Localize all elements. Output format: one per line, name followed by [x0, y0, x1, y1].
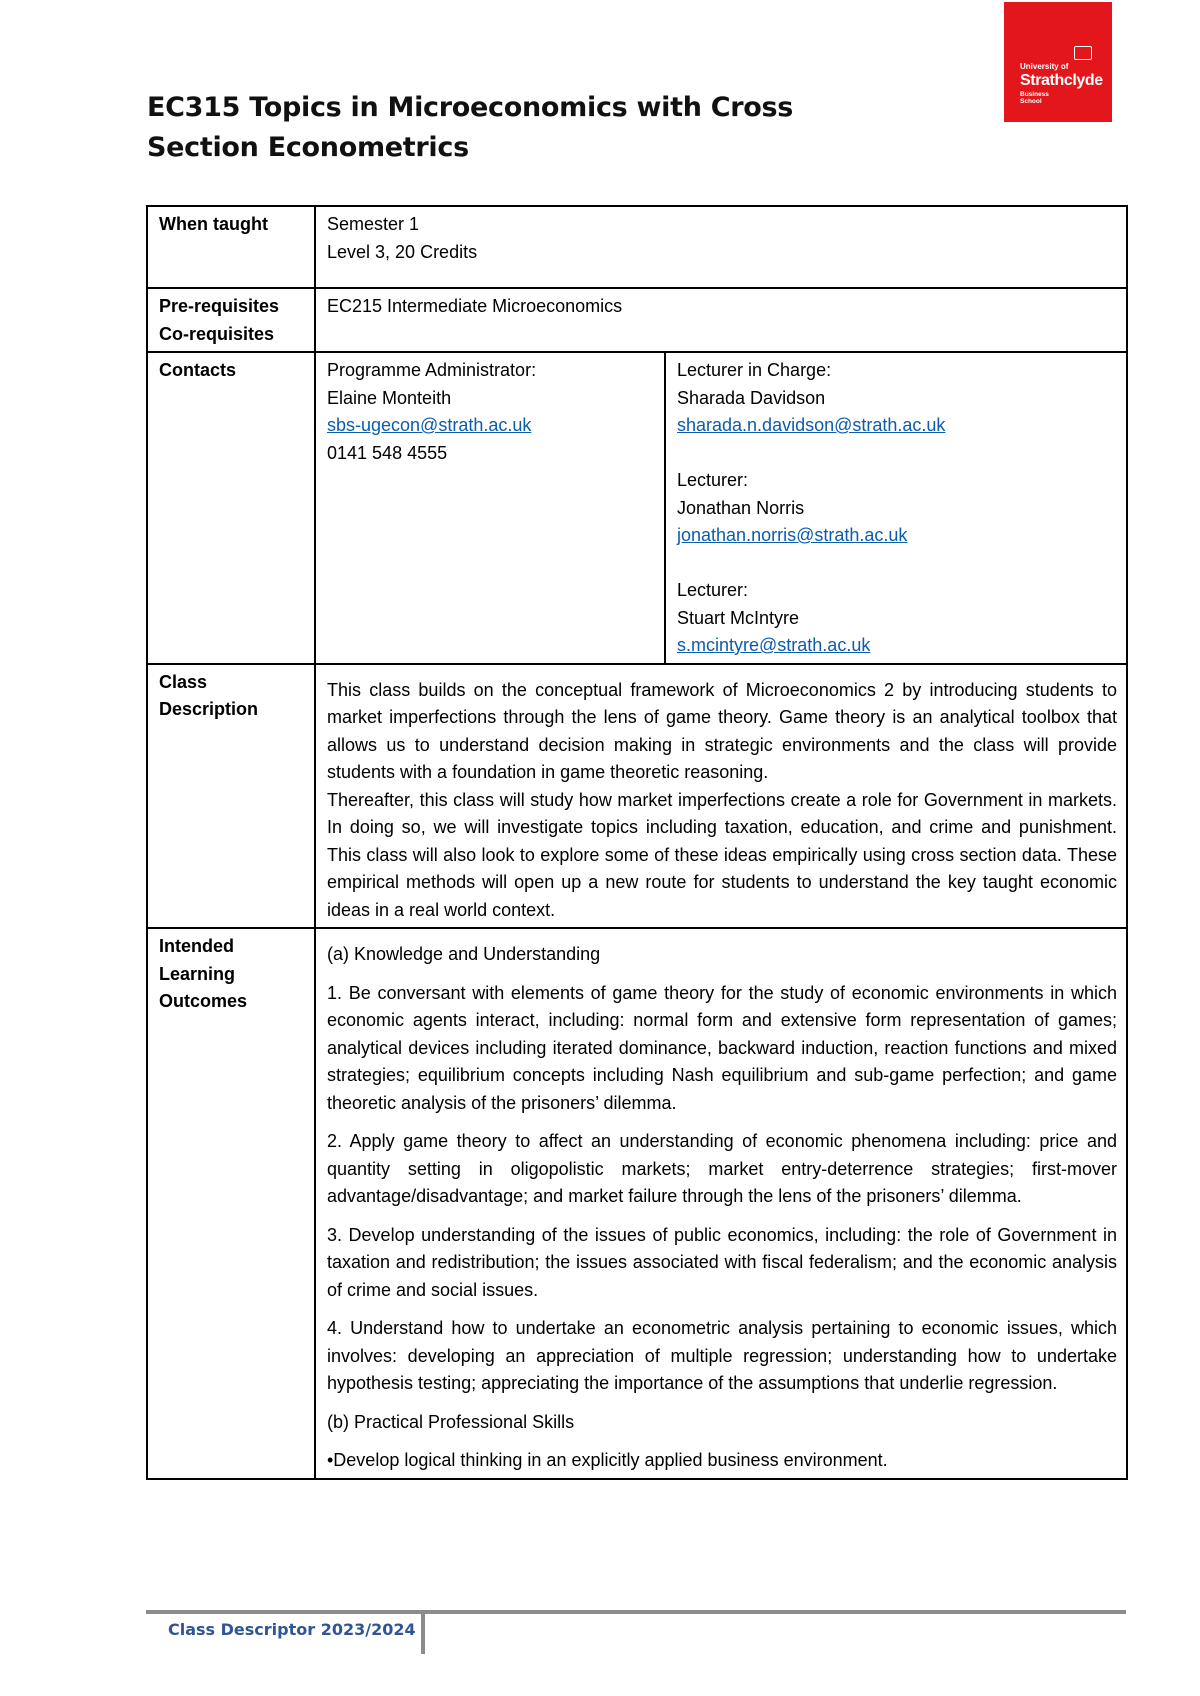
level-credits: Level 3, 20 Credits	[327, 241, 478, 262]
description-paragraph: This class builds on the conceptual framework of Microeconomics 2 by introducing students to market imperfections through the lens of game theory. Game theory is an analytical toolbox that allows us to understand decision making in strategic environments and the class will provide students with a foundation in game theoretic reasoning.	[327, 679, 1117, 782]
semester: Semester 1	[327, 214, 420, 234]
label-requisites	[147, 288, 315, 352]
value-requisites: EC215 Intermediate Microeconomics	[315, 288, 1127, 352]
outcome-item: 2. Apply game theory to affect an understanding of economic phenomena including: price and quantity setting in oligopolistic markets; market entry-deterrence strategies; first-mover advantage/disadvantage; and market failure through the lens of the prisoners’ dilemma.	[327, 1131, 1117, 1206]
section-heading-skills: (b) Practical Professional Skills	[327, 1411, 575, 1432]
lecturer-name: Stuart McIntyre	[677, 607, 800, 628]
outcome-item: 1. Be conversant with elements of game theory for the study of economic environments in which economic agents interact, including: normal form and extensive form representation of games; analytical devices including iterated dominance, backward induction, reaction functions and mixed strategies; equilibrium concepts including Nash equilibrium and sub-game perfection; and game theoretic analysis of the prisoners’ dilemma.	[327, 982, 1117, 1113]
outcome-item: 4. Understand how to undertake an econometric analysis pertaining to economic issues, which involves: developing an appreciation of multiple regression; understanding how to undertake hypothesis testing; appreciating the importance of the assumptions that underlie regression.	[327, 1318, 1117, 1393]
label-outcomes: Outcomes	[159, 991, 248, 1011]
admin-name: Elaine Monteith	[327, 387, 452, 408]
row-when-taught	[147, 206, 1127, 288]
skill-bullet: •Develop logical thinking in an explicitly applied business environment.	[327, 1450, 888, 1470]
row-learning-outcomes	[147, 928, 1127, 1479]
label-description: Description	[159, 699, 259, 719]
row-requisites	[147, 288, 1127, 352]
label-when-taught: When taught	[147, 206, 315, 288]
lecturer-role: Lecturer:	[677, 580, 749, 600]
logo-line-1: University of	[1020, 62, 1069, 71]
admin-contact	[315, 352, 665, 664]
label-class-description	[147, 664, 315, 929]
admin-phone: 0141 548 4555	[327, 442, 448, 463]
logo-line-2: Strathclyde	[1020, 72, 1103, 89]
lecturer-name: Jonathan Norris	[677, 497, 805, 518]
footer-text: Class Descriptor 2023/2024	[168, 1620, 416, 1639]
label-co-requisites: Co-requisites	[159, 323, 275, 344]
logo-line-3: Business School	[1020, 91, 1049, 105]
lecturer-email-link[interactable]: jonathan.norris@strath.ac.uk	[677, 525, 908, 545]
value-learning-outcomes	[315, 928, 1127, 1479]
strathclyde-logo	[1004, 2, 1112, 122]
outcome-item: 3. Develop understanding of the issues of public economics, including: the role of Government in taxation and redistribution; the issues associated with fiscal federalism; and the economic analysis of crime and social issues.	[327, 1224, 1117, 1300]
admin-role: Programme Administrator:	[327, 360, 537, 380]
lecturer-role: Lecturer in Charge:	[677, 360, 832, 380]
section-heading-knowledge: (a) Knowledge and Understanding	[327, 944, 601, 964]
lecturer-email-link[interactable]: s.mcintyre@strath.ac.uk	[677, 635, 871, 655]
class-descriptor-table	[146, 205, 1128, 1480]
lecturer-email-link[interactable]: sharada.n.davidson@strath.ac.uk	[677, 415, 946, 435]
lecturer-role: Lecturer:	[677, 470, 749, 490]
university-crest-icon	[1074, 46, 1092, 60]
label-learning-outcomes	[147, 928, 315, 1479]
row-contacts	[147, 352, 1127, 664]
label-class: Class	[159, 671, 208, 692]
lecturer-contacts	[665, 352, 1127, 664]
label-learning: Learning	[159, 963, 236, 984]
description-paragraph: Thereafter, this class will study how market imperfections create a role for Government in markets. In doing so, we will investigate topics including taxation, education, and crime and punishment. This class will also look to explore some of these ideas empirically using cross section data. These empirical methods will open up a new route for students to understand the key taught economic ideas in a real world context.	[327, 789, 1117, 920]
label-pre-requisites: Pre-requisites	[159, 296, 280, 316]
row-class-description	[147, 664, 1127, 929]
footer-vertical-divider	[421, 1614, 425, 1654]
footer-divider	[146, 1610, 1126, 1614]
label-contacts: Contacts	[147, 352, 315, 664]
lecturer-name: Sharada Davidson	[677, 387, 826, 408]
document-title: EC315 Topics in Microeconomics with Cross Section Econometrics	[147, 92, 794, 163]
value-when-taught	[315, 206, 1127, 288]
label-intended: Intended	[159, 936, 234, 956]
value-class-description	[315, 664, 1127, 929]
admin-email-link[interactable]: sbs-ugecon@strath.ac.uk	[327, 415, 532, 435]
